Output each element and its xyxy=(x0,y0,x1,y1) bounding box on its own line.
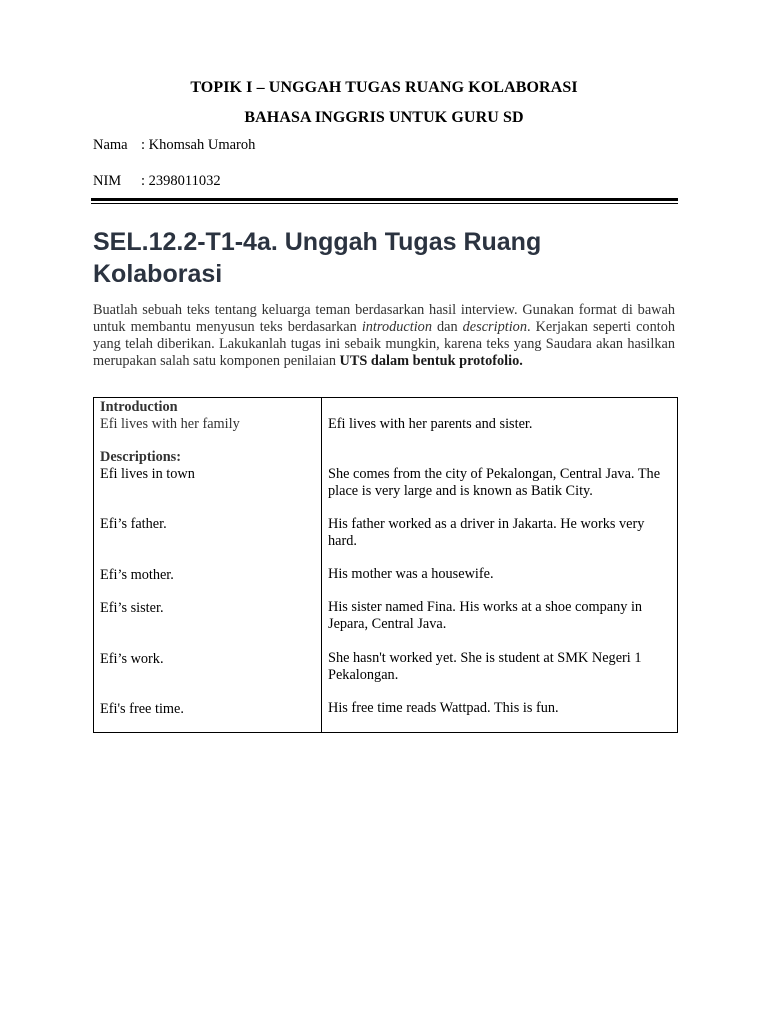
double-rule-thick xyxy=(91,198,678,201)
section-heading: SEL.12.2-T1-4a. Unggah Tugas Ruang Kolaborasi xyxy=(93,228,542,288)
row-sister-right: His sister named Fina. His works at a shoe company in Jepara, Central Java. xyxy=(328,599,643,632)
nim-value: : 2398011032 xyxy=(141,173,221,189)
para-text-3: . Kerjakan seperti contoh yang telah diberikan. Lakukanlah tugas ini sebaik mungkin, karena teks yang Saudara akan hasilkan merupakan salah satu komponen penilaian xyxy=(93,319,675,369)
introduction-left: Efi lives with her family xyxy=(100,416,240,432)
student-name-line xyxy=(93,137,255,154)
row-father-left: Efi’s father. xyxy=(100,516,167,532)
row-work-left: Efi’s work. xyxy=(100,651,164,667)
para-italic-introduction: introduction xyxy=(361,319,432,335)
introduction-header: Introduction xyxy=(100,399,178,415)
para-bold-uts: UTS dalam bentuk protofolio. xyxy=(339,353,523,369)
row-freetime-right: His free time reads Wattpad. This is fun. xyxy=(328,700,559,716)
instruction-paragraph xyxy=(93,302,675,370)
para-text-1: Buatlah sebuah teks tentang keluarga teman berdasarkan hasil interview. Gunakan format di bawah untuk membantu menyusun teks berdasarkan xyxy=(93,302,675,335)
family-table xyxy=(93,397,678,733)
introduction-right: Efi lives with her parents and sister. xyxy=(328,416,533,432)
row-work-right: She hasn't worked yet. She is student at SMK Negeri 1 Pekalongan. xyxy=(328,650,642,683)
row-mother-right: His mother was a housewife. xyxy=(328,566,494,582)
para-text-2: dan xyxy=(431,319,463,335)
row-mother-left: Efi’s mother. xyxy=(100,567,174,583)
para-italic-description: description xyxy=(462,319,527,335)
table-column-divider xyxy=(321,398,322,732)
student-nim-line xyxy=(93,173,221,190)
document-subtitle: BAHASA INGGRIS UNTUK GURU SD xyxy=(244,109,524,126)
nim-label: NIM xyxy=(93,173,122,189)
nama-value: : Khomsah Umaroh xyxy=(141,137,256,153)
row-sister-left: Efi’s sister. xyxy=(100,600,164,616)
document-title: TOPIK I – UNGGAH TUGAS RUANG KOLABORASI xyxy=(190,79,578,96)
row-town-right: She comes from the city of Pekalongan, Central Java. The place is very large and is known as Batik City. xyxy=(328,466,661,499)
double-rule-thin xyxy=(91,203,678,204)
row-freetime-left: Efi's free time. xyxy=(100,701,184,717)
row-father-right: His father worked as a driver in Jakarta. He works very hard. xyxy=(328,516,645,549)
nama-label: Nama xyxy=(93,137,128,153)
row-town-left: Efi lives in town xyxy=(100,466,195,482)
descriptions-header: Descriptions: xyxy=(100,449,182,465)
